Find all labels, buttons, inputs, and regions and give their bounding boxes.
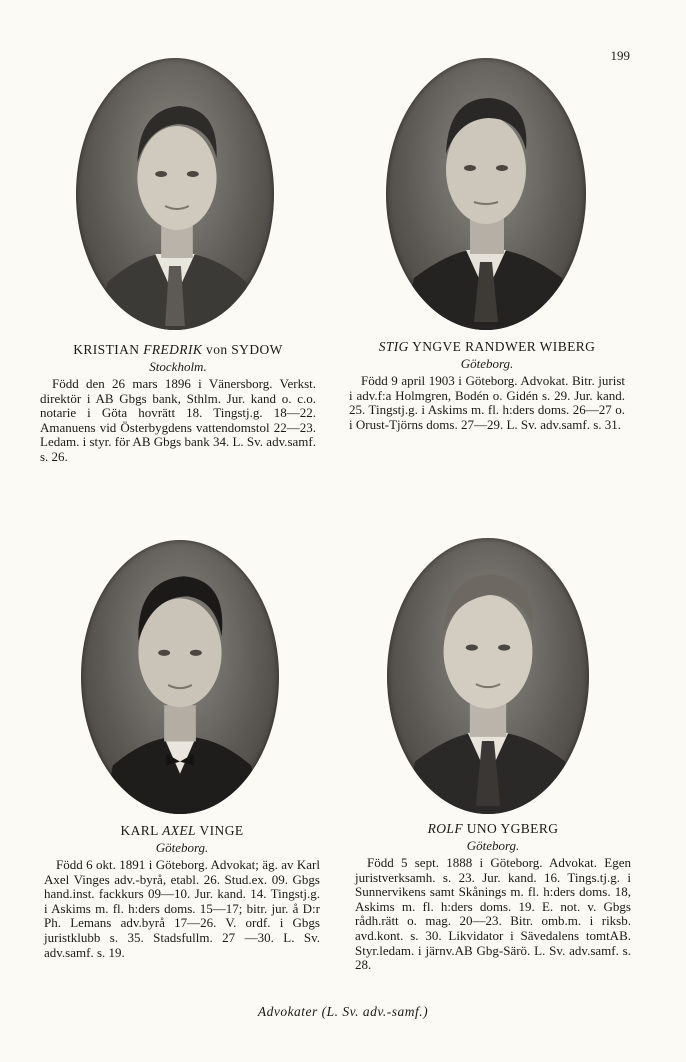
city: Göteborg.: [460, 356, 514, 371]
city: Göteborg.: [155, 840, 209, 855]
page-footer: Advokater (L. Sv. adv.-samf.): [257, 1004, 429, 1019]
name-part: von SYDOW: [202, 342, 283, 357]
biography-entry: [40, 342, 316, 465]
name-part: KARL: [120, 823, 163, 838]
biography-entry: [349, 339, 625, 432]
biography-text: Född 5 sept. 1888 i Göteborg. Advokat. Egen juristverksamh. s. 23. Jur. kand. 16. Tings.tj.g. i Sunnervikens samt Skånings m. fl. h:ders doms. 18, Askims m. fl. h:ders doms. 19. E. not. v. Gbgs rådh.rätt o. mag. 20—23. Bitr. omb.m. i riksb. avd.kont. s. 30. Likvidator i Sävedalens tomtAB. Styr.ledam. i järnv.AB Gbg-Särö. L. Sv. adv.samf. s. 28.: [355, 855, 631, 973]
portrait-photo: [386, 58, 586, 330]
portrait-photo: [76, 58, 274, 330]
person-name: [355, 821, 631, 837]
name-part: YNGVE RANDWER WIBERG: [408, 339, 596, 354]
biography-entry: [44, 823, 320, 960]
person-name: [349, 339, 625, 355]
biography-text: Född 6 okt. 1891 i Göteborg. Advokat; äg. av Karl Axel Vinges adv.-byrå, etabl. 26. Stud.ex. 09. Gbgs hand.inst. fackkurs 09—10. Jur. kand. 14. Tingstj.g. i Askims m. fl. h:ders doms. 15—17; bitr. jur. å D:r Ph. Lemans adv.byrå 17—26. V. ordf. i Gbgs juristklubb s. 35. Stadsfullm. 27 —30. L. Sv. adv.samf. s. 19.: [44, 857, 320, 960]
name-part: UNO YGBERG: [462, 821, 559, 836]
biography-text: Född 9 april 1903 i Göteborg. Advokat. Bitr. jurist i adv.f:a Holmgren, Bodén o. Gidén s. 29. Jur. kand. 25. Tingstj.g. i Askims m. fl. h:ders doms. 26—27 o. i Orust-Tjörns doms. 27—29. L. Sv. adv.samf. s. 31.: [349, 373, 625, 432]
person-name: [44, 823, 320, 839]
name-part: VINGE: [195, 823, 244, 838]
portrait-photo: [387, 538, 589, 814]
name-part-italic: STIG: [378, 339, 409, 354]
name-part-italic: ROLF: [427, 821, 463, 836]
name-part-italic: FREDRIK: [143, 342, 203, 357]
person-name: [40, 342, 316, 358]
portrait-photo: [81, 540, 279, 814]
biography-entry: [355, 821, 631, 973]
biography-text: Född den 26 mars 1896 i Vänersborg. Verkst. direktör i AB Gbgs bank, Sthlm. Jur. kand o. c.o. notarie i Göta hovrätt 18. Tingstj.g. 18—22. Amanuens vid Österbygdens vattendomstol 22—23. Ledam. i styr. för AB Gbgs bank 34. L. Sv. adv.samf. s. 26.: [40, 376, 316, 464]
city: Stockholm.: [149, 359, 207, 374]
city: Göteborg.: [466, 838, 520, 853]
name-part-italic: AXEL: [162, 823, 196, 838]
name-part: KRISTIAN: [73, 342, 144, 357]
page-number: 199: [610, 48, 630, 63]
